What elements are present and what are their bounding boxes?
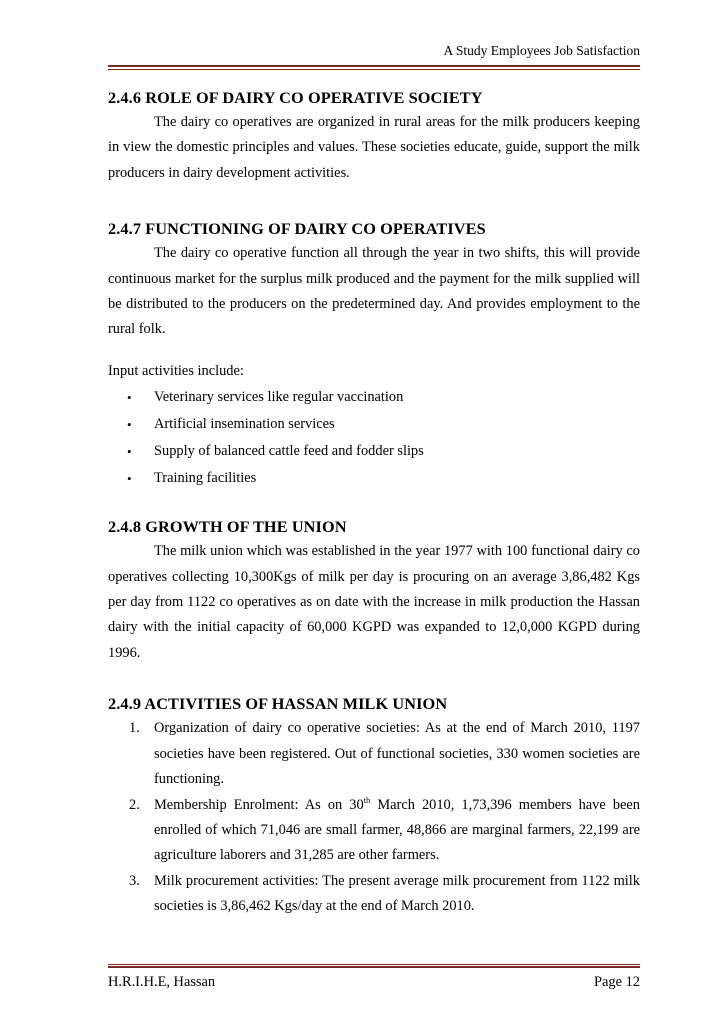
list-item: • Artificial insemination services xyxy=(108,411,640,438)
section-paragraph-2-4-7: The dairy co operative function all through the year in two shifts, this will provide continuous market for the surplus milk produced and the payment for the milk supplied will be distributed to the producers on the predetermined day. And provides employment to the rural folk. xyxy=(108,245,640,338)
list-item: 3. Milk procurement activities: The present average milk procurement from 1122 milk societies is 3,86,462 Kgs/day at the end of March 2010. xyxy=(129,872,640,915)
input-activities-list xyxy=(108,384,640,492)
footer-rule-thin xyxy=(108,964,640,965)
page-number: Page 12 xyxy=(594,974,640,990)
section-heading-2-4-7: 2.4.7 FUNCTIONING OF DAIRY CO OPERATIVES xyxy=(108,219,486,239)
header-rule-thick xyxy=(108,65,640,67)
list-item: 2. Membership Enrolment: As on 30th March 2010, 1,73,396 members have been enrolled of which 71,046 are small farmer, 48,866 are marginal farmers, 22,199 are agriculture laborers and 31,285 are other farmers. xyxy=(129,794,640,864)
bullet-icon: • xyxy=(127,471,132,487)
footer-institution: H.R.I.H.E, Hassan xyxy=(108,974,216,990)
section-paragraph-2-4-8: The milk union which was established in the year 1977 with 100 functional dairy co operatives collecting 10,300Kgs of milk per day is procuring on an average 3,86,482 Kgs per day from 1122 co operatives as on date with the increase in milk production the Hassan dairy with the initial capacity of 60,000 KGPD was expanded to 12,0,000 KGPD during 1996. xyxy=(108,543,640,661)
list-item: • Supply of balanced cattle feed and fodder slips xyxy=(108,438,640,465)
bullet-icon: • xyxy=(127,444,132,460)
bullet-icon: • xyxy=(127,417,132,433)
header-rule-thin xyxy=(108,69,640,70)
union-activities-list xyxy=(108,716,640,919)
section-paragraph-2-4-6: The dairy co operatives are organized in rural areas for the milk producers keeping in view the domestic principles and values. These societies educate, guide, support the milk producers in dairy development activities. xyxy=(108,114,640,181)
section-heading-2-4-8: 2.4.8 GROWTH OF THE UNION xyxy=(108,517,347,537)
running-header: A Study Employees Job Satisfaction xyxy=(443,43,640,58)
input-activities-intro: Input activities include: xyxy=(108,362,244,379)
page-content xyxy=(108,86,640,920)
list-item: • Veterinary services like regular vaccination xyxy=(108,384,640,411)
bullet-icon: • xyxy=(127,390,132,406)
footer-rule-thick xyxy=(108,966,640,968)
list-item: 1. Organization of dairy co operative societies: As at the end of March 2010, 1197 societies have been registered. Out of functional societies, 330 women societies are functioning. xyxy=(129,720,640,788)
list-item: • Training facilities xyxy=(108,465,640,492)
section-heading-2-4-6: 2.4.6 ROLE OF DAIRY CO OPERATIVE SOCIETY xyxy=(108,88,483,107)
section-heading-2-4-9: 2.4.9 ACTIVITIES OF HASSAN MILK UNION xyxy=(108,694,448,714)
